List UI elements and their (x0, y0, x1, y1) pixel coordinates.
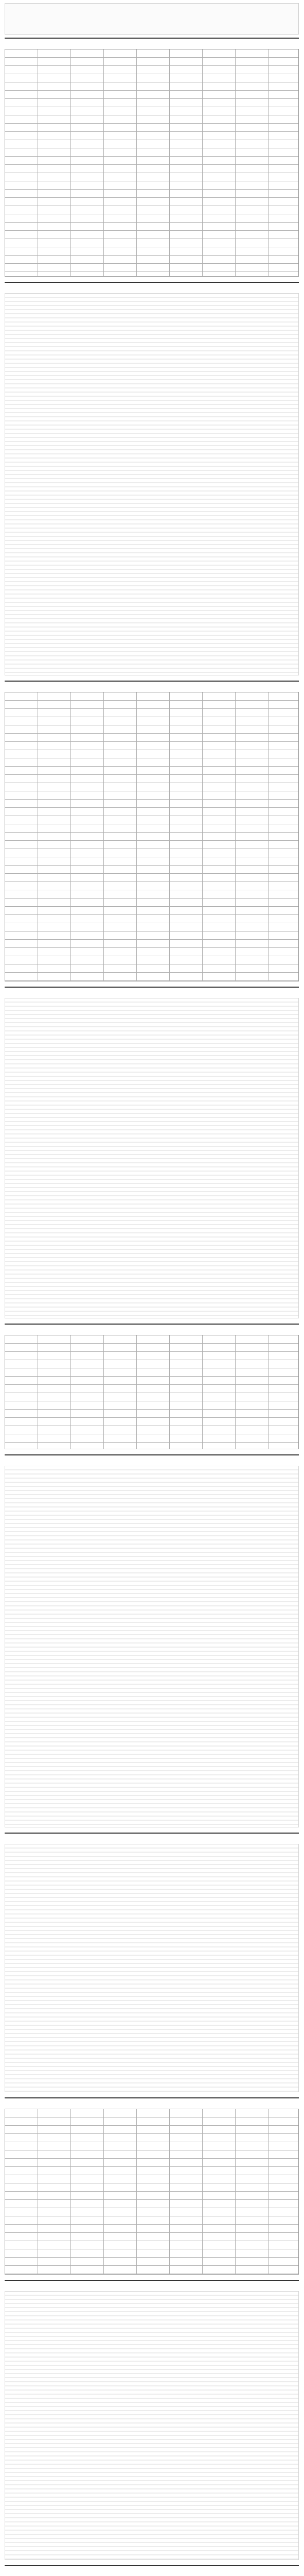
qualification-table (5, 692, 299, 981)
points-table (5, 2109, 299, 2275)
section-body (5, 2291, 299, 2560)
section-7 (5, 1833, 299, 2092)
section-body (5, 1466, 299, 1827)
document-publisher (8, 26, 295, 32)
section-10 (5, 2565, 299, 2576)
section-body (5, 293, 299, 675)
section-4 (5, 987, 299, 1318)
section-2 (5, 282, 299, 675)
section-heading (5, 2102, 299, 2109)
section-body (5, 998, 299, 1318)
section-9 (5, 2280, 299, 2560)
section-heading (5, 685, 299, 692)
section-heading (5, 1459, 299, 1466)
document-subtitle (8, 15, 295, 21)
document-header (5, 3, 299, 35)
section-heading (5, 2569, 299, 2576)
positions-table (5, 49, 299, 277)
document-date (8, 21, 295, 26)
schedule-table (5, 1335, 299, 1449)
section-heading (5, 2284, 299, 2291)
document-title (8, 6, 295, 15)
section-5 (5, 1324, 299, 1449)
section-heading (5, 1328, 299, 1335)
section-heading (5, 42, 299, 49)
document-page (5, 3, 299, 2576)
section-heading (5, 286, 299, 293)
section-heading (5, 1837, 299, 1844)
section-1 (5, 38, 299, 277)
section-6 (5, 1454, 299, 1827)
section-body (5, 1844, 299, 2092)
section-heading (5, 991, 299, 998)
section-8 (5, 2097, 299, 2275)
section-3 (5, 681, 299, 981)
